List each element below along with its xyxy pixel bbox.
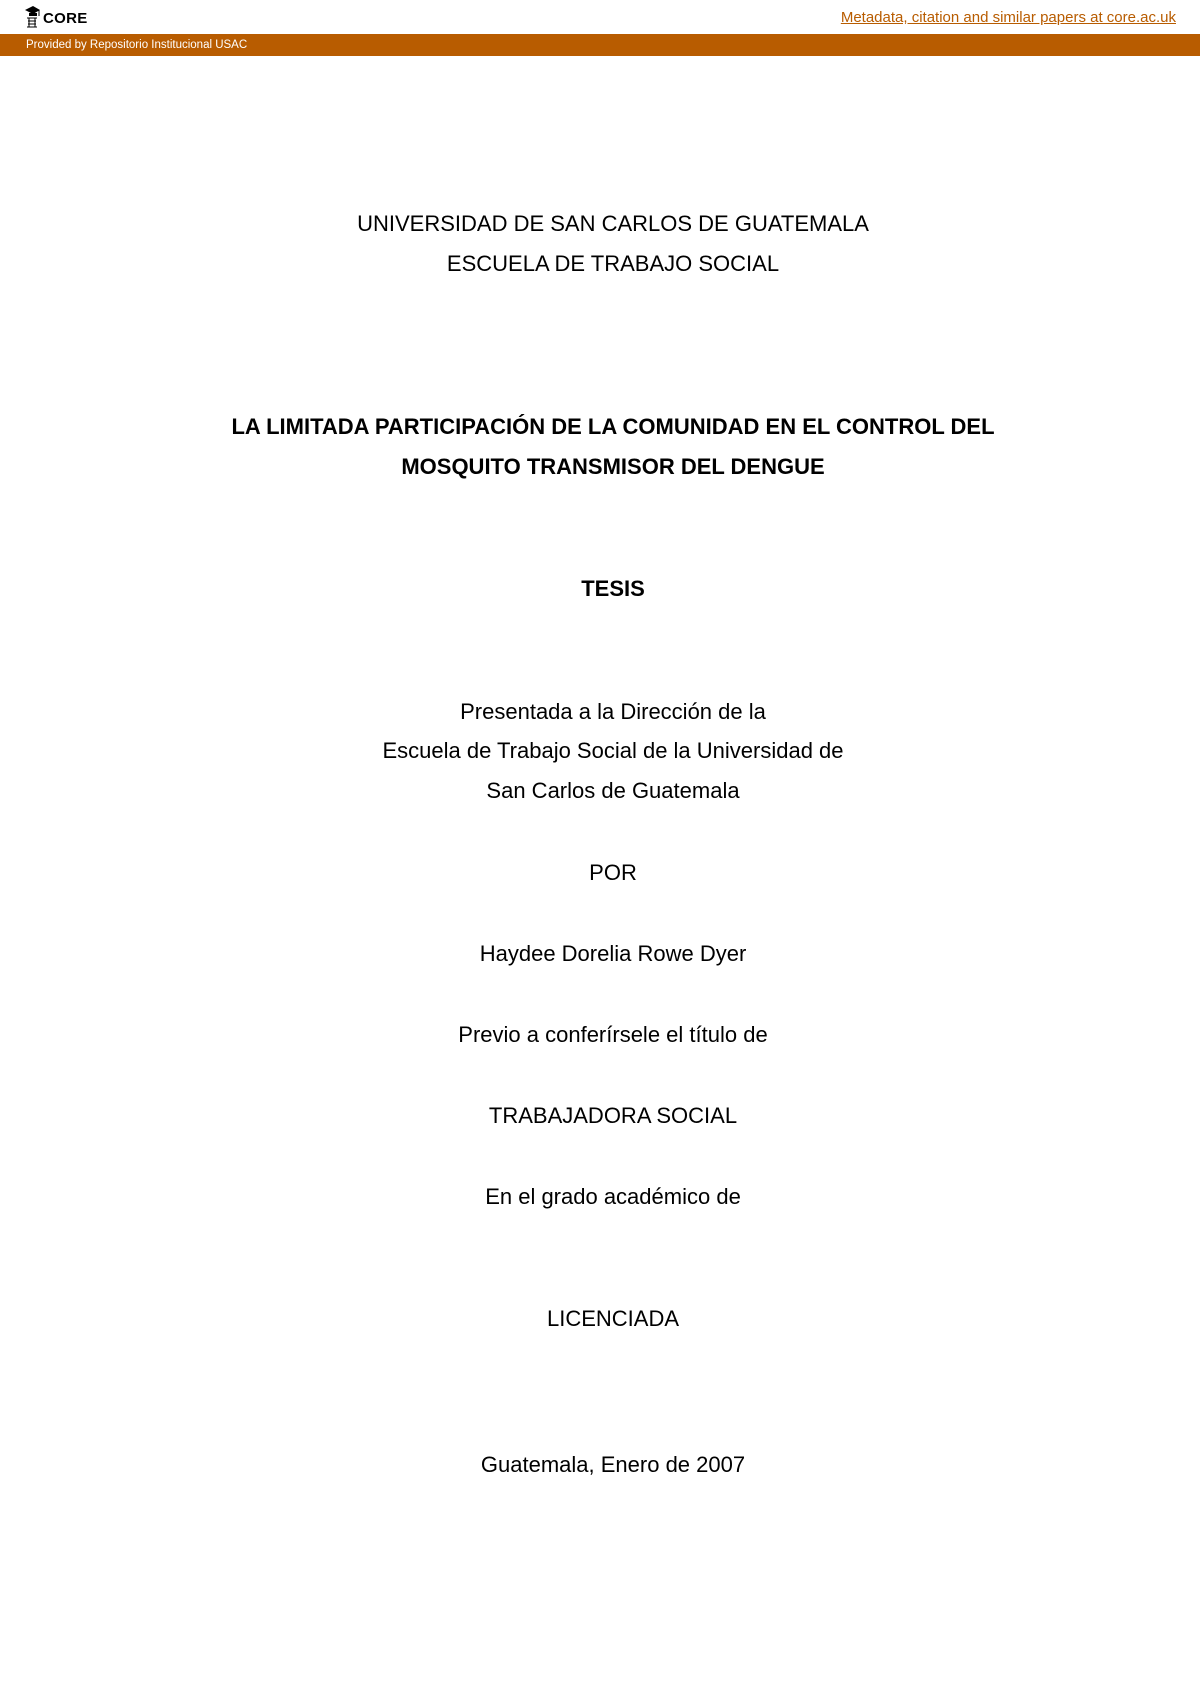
place-and-date: Guatemala, Enero de 2007 <box>480 1452 746 1477</box>
document-type: TESIS <box>581 576 645 601</box>
presented-line-3: San Carlos de Guatemala <box>486 778 740 803</box>
degree-title: TRABAJADORA SOCIAL <box>488 1103 738 1128</box>
presented-line-1: Presentada a la Dirección de la <box>460 699 766 724</box>
school-name: ESCUELA DE TRABAJO SOCIAL <box>446 251 780 276</box>
presented-line-2: Escuela de Trabajo Social de la Universidad de <box>382 738 844 763</box>
thesis-title-line-1: LA LIMITADA PARTICIPACIÓN DE LA COMUNIDAD EN EL CONTROL DEL <box>231 414 995 439</box>
grade-intro: En el grado académico de <box>485 1184 741 1209</box>
university-name: UNIVERSIDAD DE SAN CARLOS DE GUATEMALA <box>357 211 869 236</box>
provided-by-text: Provided by Repositorio Institucional USAC <box>26 39 248 51</box>
thesis-title-line-2: MOSQUITO TRANSMISOR DEL DENGUE <box>401 454 825 479</box>
academic-grade: LICENCIADA <box>546 1306 680 1331</box>
author-name: Haydee Dorelia Rowe Dyer <box>479 941 747 966</box>
prior-title-text: Previo a conferírsele el título de <box>458 1022 768 1047</box>
by-label: POR <box>589 860 637 885</box>
core-logo-text: CORE <box>43 10 88 27</box>
core-metadata-link[interactable]: Metadata, citation and similar papers at core.ac.uk <box>840 9 1176 26</box>
